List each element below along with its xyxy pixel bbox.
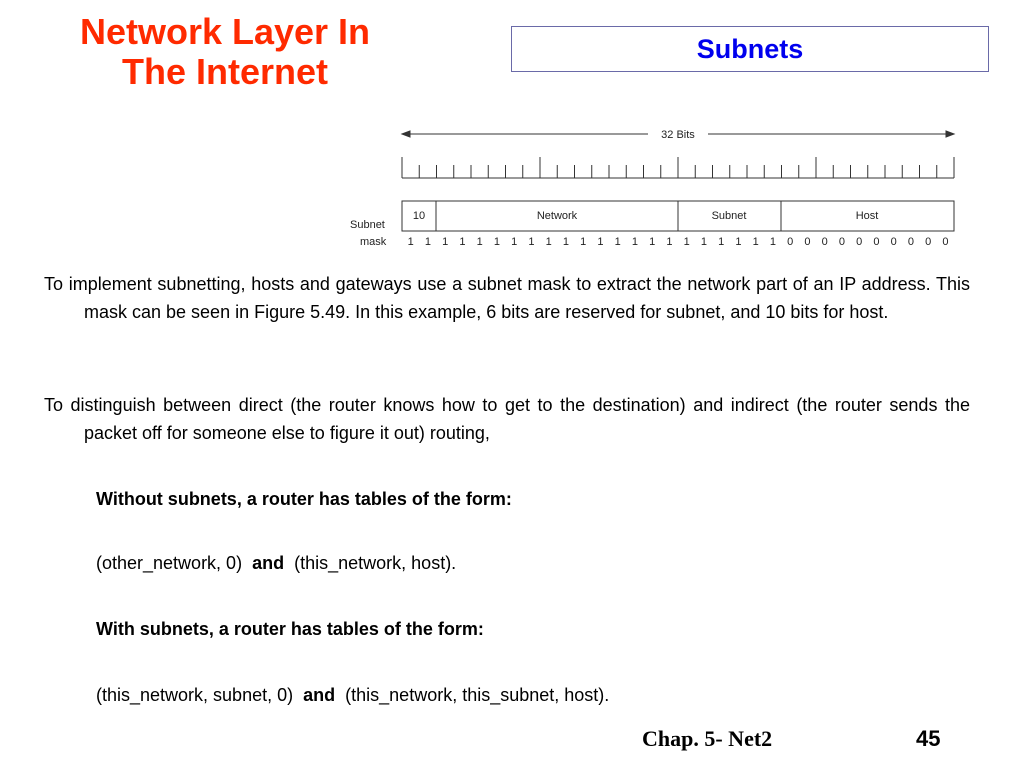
slide-title-line-2: The Internet bbox=[121, 51, 328, 92]
mask-bit: 0 bbox=[804, 236, 811, 248]
mask-bit: 1 bbox=[476, 236, 483, 248]
field-label-subnet: Subnet bbox=[711, 210, 747, 222]
field-label-class: 10 bbox=[412, 210, 426, 222]
field-label-host: Host bbox=[855, 210, 879, 222]
paragraph-routing: To distinguish between direct (the router knows how to get to the destination) and indirect (the router sends the packet off for someone else to figure it out) routing, bbox=[44, 395, 970, 443]
topic-badge: Subnets bbox=[511, 26, 989, 72]
width-arrow-left-head bbox=[402, 131, 410, 137]
with-form-and: and bbox=[303, 685, 336, 705]
row-label-mask: mask bbox=[360, 236, 387, 248]
slide-title-line-1: Network Layer In bbox=[79, 11, 371, 52]
with-form-right: (this_network, this_subnet, host). bbox=[345, 685, 610, 705]
bit-ruler bbox=[402, 157, 954, 178]
mask-bit: 1 bbox=[493, 236, 500, 248]
with-subnets-table-form bbox=[96, 683, 609, 707]
mask-bit: 0 bbox=[890, 236, 897, 248]
mask-bit: 0 bbox=[821, 236, 828, 248]
mask-bit: 0 bbox=[838, 236, 845, 248]
page-number: 45 bbox=[916, 726, 941, 751]
width-label: 32 Bits bbox=[661, 129, 695, 141]
mask-bit: 1 bbox=[614, 236, 621, 248]
mask-bit: 0 bbox=[907, 236, 914, 248]
mask-bit: 0 bbox=[942, 236, 949, 248]
with-subnets-heading: With subnets, a router has tables of the form: bbox=[96, 619, 484, 639]
without-form-and: and bbox=[252, 553, 285, 573]
subnet-mask-figure bbox=[340, 115, 970, 255]
slide-title bbox=[40, 12, 410, 92]
mask-bit: 1 bbox=[562, 236, 569, 248]
mask-bit: 1 bbox=[528, 236, 535, 248]
mask-bits bbox=[408, 236, 949, 248]
with-form-left: (this_network, subnet, 0) bbox=[96, 685, 294, 705]
mask-bit: 1 bbox=[769, 236, 776, 248]
without-form-left: (other_network, 0) bbox=[96, 553, 243, 573]
field-label-network: Network bbox=[536, 210, 578, 222]
mask-bit: 1 bbox=[424, 236, 431, 248]
without-subnets-table-form bbox=[96, 551, 456, 575]
mask-bit: 1 bbox=[666, 236, 673, 248]
paragraph-subnet-mask: To implement subnetting, hosts and gateways use a subnet mask to extract the network part of an IP address. This mask can be seen in Figure 5.49. In this example, 6 bits are reserved for subnet, and 10 bits for host. bbox=[44, 274, 970, 322]
mask-bit: 1 bbox=[597, 236, 604, 248]
row-label-subnet: Subnet bbox=[350, 219, 385, 231]
mask-bit: 1 bbox=[442, 236, 449, 248]
width-arrow-right-head bbox=[946, 131, 954, 137]
mask-bit: 1 bbox=[545, 236, 552, 248]
without-subnets-heading: Without subnets, a router has tables of the form: bbox=[96, 489, 512, 509]
mask-bit: 1 bbox=[631, 236, 638, 248]
mask-bit: 1 bbox=[700, 236, 707, 248]
mask-bit: 1 bbox=[580, 236, 587, 248]
without-form-right: (this_network, host). bbox=[294, 553, 457, 573]
mask-bit: 1 bbox=[407, 236, 414, 248]
mask-bit: 1 bbox=[752, 236, 759, 248]
mask-bit: 1 bbox=[683, 236, 690, 248]
mask-bit: 1 bbox=[459, 236, 466, 248]
mask-bit: 1 bbox=[511, 236, 518, 248]
mask-bit: 0 bbox=[925, 236, 932, 248]
mask-bit: 1 bbox=[649, 236, 656, 248]
mask-bit: 0 bbox=[856, 236, 863, 248]
mask-bit: 1 bbox=[718, 236, 725, 248]
footer-chapter: Chap. 5- Net2 bbox=[642, 726, 773, 751]
mask-bit: 0 bbox=[787, 236, 794, 248]
mask-bit: 1 bbox=[735, 236, 742, 248]
mask-bit: 0 bbox=[873, 236, 880, 248]
